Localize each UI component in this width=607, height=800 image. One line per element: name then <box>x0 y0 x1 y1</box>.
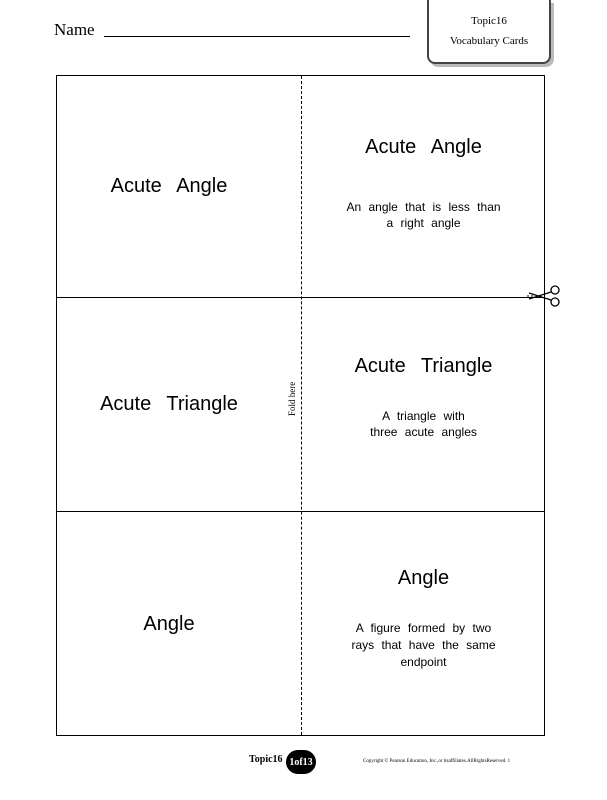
page-number-badge: 1of13 <box>286 750 316 774</box>
card-back <box>302 76 545 297</box>
name-label: Name <box>54 20 95 39</box>
card-back-term: Angle <box>397 567 450 589</box>
definition-line: An angle that is less than <box>346 200 501 214</box>
definition-line: A triangle with <box>382 409 465 423</box>
fold-here-label: Fold here <box>287 381 297 416</box>
card-front-term: Angle <box>143 612 195 635</box>
topic-label: Topic16 <box>471 15 507 27</box>
card-front <box>57 298 281 511</box>
copyright-notice: Copyright © Pearson Education, Inc.,or itsaffiliates.AllRightsReserved. 1 <box>363 759 511 764</box>
scissors-icon <box>527 284 563 308</box>
card-back <box>302 512 545 736</box>
definition-line: endpoint <box>400 655 447 669</box>
card-definition <box>351 620 495 671</box>
vocabulary-card-grid <box>56 75 545 736</box>
card-definition <box>370 408 477 440</box>
footer-topic: Topic16 <box>249 754 283 765</box>
card-back <box>302 298 545 511</box>
card-front-term: Acute Triangle <box>100 393 238 415</box>
name-line[interactable] <box>104 36 410 37</box>
card-back-term: Acute Triangle <box>354 355 493 377</box>
vocabulary-cards-label: Vocabulary Cards <box>449 35 529 47</box>
card-definition <box>346 199 500 231</box>
topic-tab <box>427 0 551 64</box>
card-front <box>57 76 281 297</box>
definition-line: A figure formed by two <box>355 621 492 635</box>
definition-line: a right angle <box>386 216 461 230</box>
definition-line: three acute angles <box>370 425 477 439</box>
card-back-term: Acute Angle <box>365 136 482 158</box>
definition-line: rays that have the same <box>351 638 496 652</box>
card-front <box>57 512 281 736</box>
card-front-term: Acute Angle <box>110 175 228 197</box>
